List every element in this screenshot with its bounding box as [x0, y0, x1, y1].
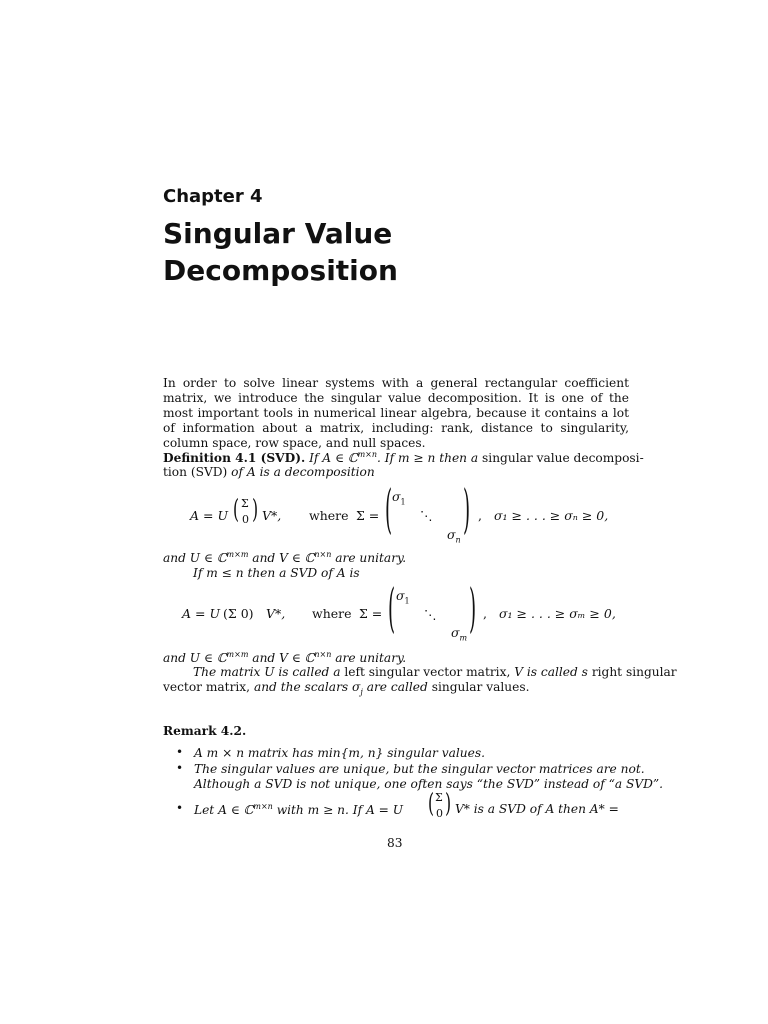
superscript: n×n [314, 550, 332, 559]
definition-case2: If m ≤ n then a SVD of A is [193, 566, 360, 580]
item3-open-paren: ( [428, 789, 435, 819]
definition-text: If A ∈ ℂ [309, 451, 358, 466]
subscript: 1 [404, 596, 410, 606]
chapter-title [163, 215, 398, 289]
remark-item-2-line1: The singular values are unique, but the singular vector matrices are not. [194, 762, 645, 776]
eq1-zero: 0 [242, 513, 249, 526]
remark-item-1: A m × n matrix has min{m, n} singular values. [194, 746, 485, 760]
subscript: m [459, 633, 468, 643]
eq1-lhs: A = U [190, 508, 228, 523]
remark-item-3-part2: V* is a SVD of A then A* = [455, 802, 619, 816]
eq2-sigma-eq: Σ = [359, 606, 383, 621]
definition-line2 [163, 465, 375, 479]
definition-text: . If m ≥ n then a [377, 451, 479, 466]
definition-text: are called [366, 680, 428, 694]
definition-text: and V ∈ ℂ [252, 651, 315, 666]
definition-term: singular value decomposi- [482, 451, 644, 466]
bullet-2: • [176, 761, 184, 775]
eq1-close-paren: ) [252, 495, 259, 525]
superscript: m×n [357, 450, 378, 459]
definition-names-line1 [193, 665, 677, 679]
subscript: 1 [400, 497, 406, 507]
eq1-sigma-eq: Σ = [356, 508, 380, 523]
eq2-where: where [312, 606, 352, 621]
eq1-dots: ⋱ [420, 508, 433, 523]
eq2-dots: ⋱ [424, 607, 437, 622]
definition-term: vector matrix, [163, 680, 251, 694]
eq1-sigma1 [392, 489, 406, 507]
eq1-comma: , [478, 508, 482, 523]
intro-paragraph: In order to solve linear systems with a general rectangular coefficient matrix, we introduce the singular value decomposition. It is one of the most important tools in numerical linear algebra, because it contains a lot of information about a matrix, including: rank, distance to singularity, column space, row space, and null spaces. [163, 376, 629, 450]
eq2-order: σ₁ ≥ . . . ≥ σₘ ≥ 0, [499, 606, 616, 621]
definition-unitary2 [163, 650, 406, 665]
eq1-sigman [447, 527, 461, 545]
definition-heading: Definition 4.1 (SVD). [163, 451, 306, 466]
remark-item-3-part1 [194, 802, 403, 817]
eq2-sigma1 [396, 588, 410, 606]
item3-sigma: Σ [435, 791, 443, 804]
chapter-title-line2: Decomposition [163, 254, 398, 287]
eq2-row-block: (Σ 0) [223, 606, 254, 621]
bullet-1: • [176, 745, 184, 759]
definition-text: V is called s [514, 665, 588, 679]
sigma-symbol: σ [451, 625, 460, 640]
eq2-lhs: A = U [182, 606, 220, 621]
definition-text: are unitary. [335, 651, 407, 666]
superscript: n×n [314, 650, 332, 659]
definition-line1 [163, 450, 644, 465]
item3-zero: 0 [436, 807, 443, 820]
definition-term: singular values. [431, 680, 530, 694]
sigma-symbol: σ [447, 527, 456, 542]
remark-text: with m ≥ n. If A = U [276, 803, 403, 818]
superscript: m×n [253, 802, 273, 811]
definition-term: right singular [591, 665, 677, 679]
subscript: n [455, 535, 461, 545]
definition-text: and U ∈ ℂ [163, 551, 227, 566]
eq1-order: σ₁ ≥ . . . ≥ σₙ ≥ 0, [494, 508, 609, 523]
chapter-label: Chapter 4 [163, 186, 263, 207]
definition-names-line2 [163, 680, 529, 696]
superscript: m×m [226, 550, 249, 559]
eq1-sigma: Σ [241, 497, 249, 510]
definition-unitary1 [163, 550, 406, 565]
eq1-open-paren: ( [233, 495, 240, 525]
eq1-vstar: V*, [262, 508, 282, 523]
eq1-matrix-close: ) [463, 480, 471, 540]
bullet-3: • [176, 801, 184, 815]
eq2-matrix-close: ) [469, 579, 477, 639]
definition-text: and V ∈ ℂ [252, 551, 315, 566]
eq2-comma: , [483, 606, 487, 621]
page-number: 83 [387, 836, 403, 850]
definition-text: of A is a decomposition [231, 465, 375, 479]
chapter-title-line1: Singular Value [163, 217, 393, 250]
eq2-sigmam [451, 625, 467, 643]
definition-term: tion (SVD) [163, 465, 228, 479]
sigma-symbol: σ [396, 588, 405, 603]
definition-text: and the scalars σ [253, 680, 361, 694]
definition-term: left singular vector matrix, [344, 665, 511, 679]
remark-text: Let A ∈ ℂ [194, 803, 254, 818]
subscript: j [360, 687, 363, 697]
definition-text: and U ∈ ℂ [163, 651, 227, 666]
eq1-where: where [309, 508, 349, 523]
eq2-vstar: V*, [266, 606, 286, 621]
definition-text: The matrix U is called a [193, 665, 341, 679]
superscript: m×m [226, 650, 249, 659]
sigma-symbol: σ [392, 489, 401, 504]
eq2-matrix-open: ( [388, 579, 396, 639]
eq1-matrix-open: ( [385, 480, 393, 540]
remark-heading: Remark 4.2. [163, 724, 247, 738]
definition-text: are unitary. [335, 551, 407, 566]
item3-close-paren: ) [445, 789, 452, 819]
remark-item-2-line2: Although a SVD is not unique, one often says “the SVD” instead of “a SVD”. [194, 777, 664, 791]
